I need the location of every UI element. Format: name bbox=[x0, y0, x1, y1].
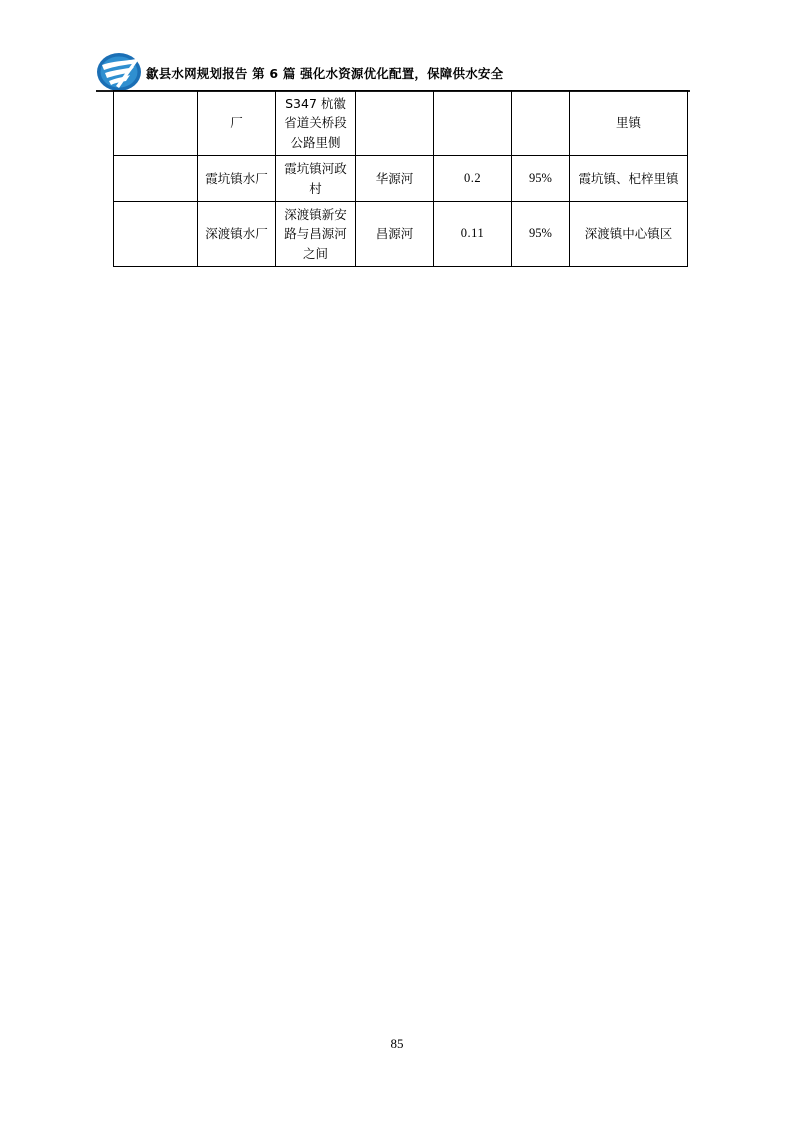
table-row bbox=[114, 201, 688, 266]
cell-region bbox=[114, 156, 198, 202]
cell-guarantee-rate bbox=[512, 91, 570, 156]
cell-location: 深渡镇新安路与昌源河之间 bbox=[276, 201, 356, 266]
cell-plant-name: 深渡镇水厂 bbox=[198, 201, 276, 266]
cell-service-area: 霞坑镇、杞梓里镇 bbox=[570, 156, 688, 202]
cell-water-source bbox=[356, 91, 434, 156]
table-row bbox=[114, 156, 688, 202]
cell-region bbox=[114, 91, 198, 156]
company-logo bbox=[96, 52, 142, 92]
cell-service-area: 里镇 bbox=[570, 91, 688, 156]
page-number: 85 bbox=[390, 1036, 404, 1051]
header-title: 歙县水网规划报告 第 6 篇 强化水资源优化配置，保障供水安全 bbox=[146, 66, 504, 81]
cell-plant-name: 厂 bbox=[198, 91, 276, 156]
cell-location: S347 杭徽省道关桥段公路里侧 bbox=[276, 91, 356, 156]
cell-guarantee-rate: 95% bbox=[512, 201, 570, 266]
cell-scale: 0.2 bbox=[434, 156, 512, 202]
cell-water-source: 昌源河 bbox=[356, 201, 434, 266]
cell-scale: 0.11 bbox=[434, 201, 512, 266]
table-row bbox=[114, 91, 688, 156]
cell-region bbox=[114, 201, 198, 266]
cell-water-source: 华源河 bbox=[356, 156, 434, 202]
cell-scale bbox=[434, 91, 512, 156]
cell-guarantee-rate: 95% bbox=[512, 156, 570, 202]
water-plant-table bbox=[113, 90, 687, 267]
cell-location: 霞坑镇河政村 bbox=[276, 156, 356, 202]
cell-service-area: 深渡镇中心镇区 bbox=[570, 201, 688, 266]
cell-plant-name: 霞坑镇水厂 bbox=[198, 156, 276, 202]
page-header bbox=[96, 52, 696, 94]
